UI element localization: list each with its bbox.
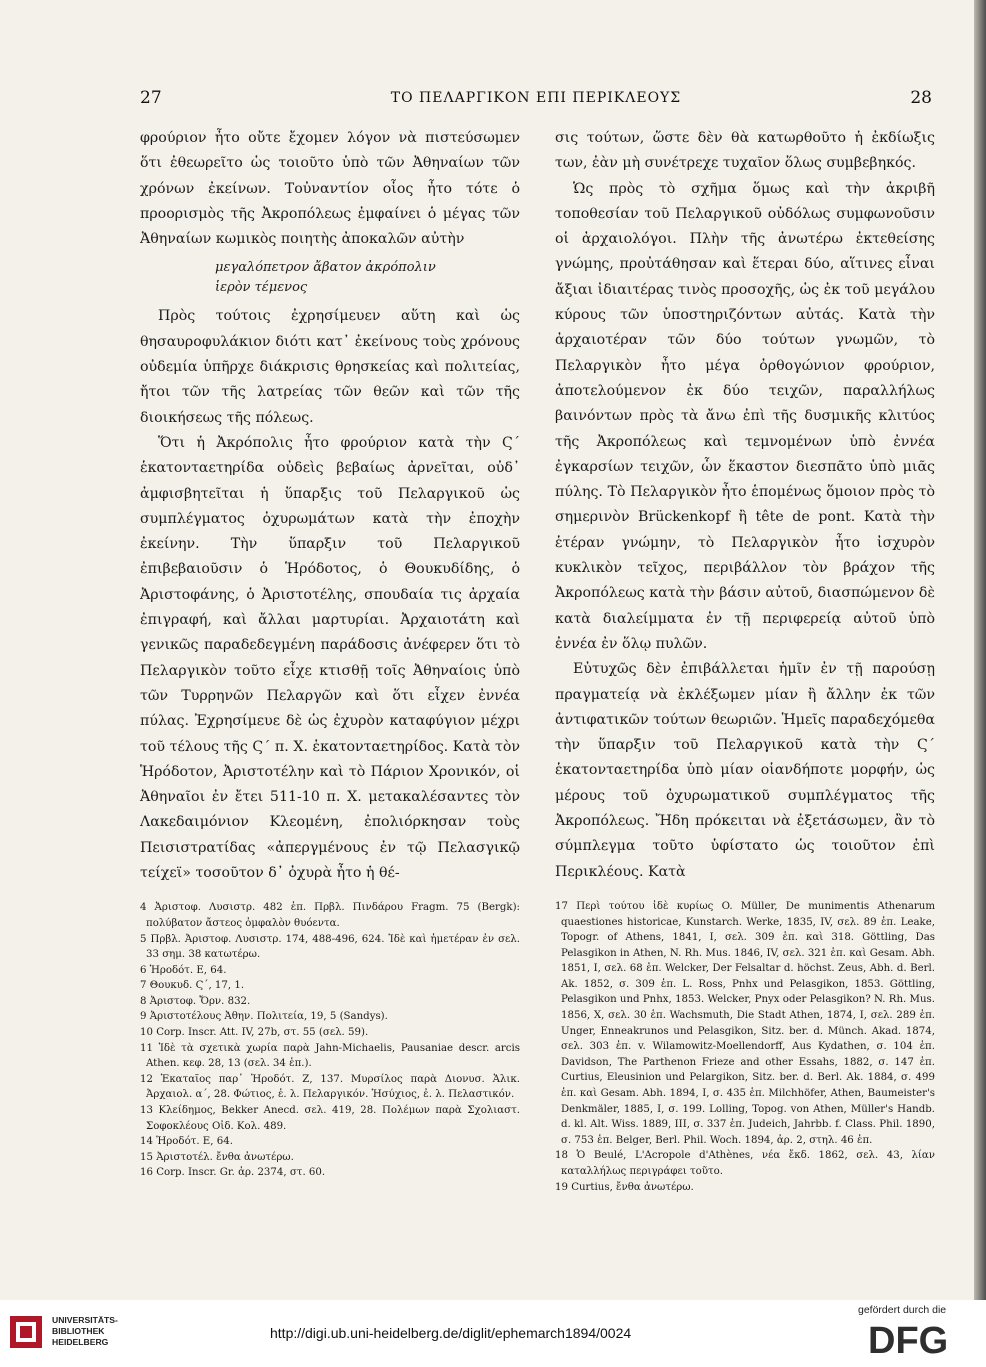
quote-line-2: ἱερὸν τέμενος [215,280,308,296]
page-number-left: 27 [140,88,162,108]
left-paragraph-3: Ὅτι ἡ Ἀκρόπολις ἦτο φρούριον κατὰ τὴν Ϛ´ ἑκατονταετηρίδα οὐδεὶς βεβαίως ἀρνεῖται, οὐδ᾽ ἀμφισβητεῖται ἡ ὕπαρξις τοῦ Πελαργικοῦ ὡς συμπλέγματος ὀχυρωμάτων κατὰ τὴν ἐποχὴν ἐκείνην. Τὴν ὕπαρξιν τοῦ Πελαργικοῦ ἐπιβεβαιοῦσιν ὁ Ἡρόδοτος, ὁ Θουκυδίδης, ὁ Ἀριστοφάνης, ὁ Ἀριστοτέλης, σπουδαία τις ἀρχαία ἐπιγραφή, καὶ ἄλλαι μαρτυρίαι. Ἀρχαιοτάτη καὶ γενικῶς παραδεδεγμένη παράδοσις ἀνέφερεν ὅτι τὸ Πελαργικὸν τοῦτο εἶχε κτισθῇ τοῖς Ἀθηναίοις ὑπὸ τῶν Τυρρηνῶν Πελαργῶν καὶ ὅτι εἶχεν ἐννέα πύλας. Ἐχρησίμευε δὲ ὡς ἐχυρὸν καταφύγιον μέχρι τοῦ τέλους τῆς Ϛ´ π. Χ. ἑκατονταετηρίδος. Κατὰ τὸν Ἡρόδοτον, Ἀριστοτέλην καὶ τὸ Πάριον Χρονικόν, οἱ Ἀθηναῖοι ἐν ἔτει 511-10 π. Χ. μετακαλέσαντες τὸν Λακεδαιμόνιον Κλεομένη, ἐπολιόρκησαν τοὺς Πεισιστρατίδας «ἀπεργμένους ἐν τῷ Πελασγικῷ τείχεϊ» τοσοῦτον δ᾽ ὀχυρὰ ἦτο ἡ θέ- [140,434,520,882]
footnote: 8 Ἀριστοφ. Ὄρν. 832. [140,995,251,1007]
source-url[interactable]: http://digi.ub.uni-heidelberg.de/diglit/ephemarch1894/0024 [270,1325,632,1341]
footnote: 17 Περὶ τούτου ἰδὲ κυρίως O. Müller, De munimentis Athenarum quaestiones historicae, Kunstarch. Werke, 1835, IV, σελ. 89 ἑπ. Leake, Topogr. of Athens, 1841, I, σελ. 309 ἑπ. καὶ 318. Göttling, Das Pelasgikon in Athen, N. Rh. Mus. 1846, IV, σελ. 321 ἑπ. καὶ Gesam. Abh. 1851, I, σελ. 68 ἑπ. Welcker, Der Felsaltar d. höchst. Zeus, Abh. d. Berl. Ak. 1852, σ. 309 ἑπ. L. Ross, Pnhx und Pelasgikon, 1853. Göttling, Pelasgikon und Pnhx, 1853. Welcker, Pnyx oder Pelasgikon? N. Rh. Mus. 1856, X, σελ. 30 ἑπ. Wachsmuth, Die Stadt Athen, 1874, I, σελ. 289 ἑπ. Unger, Enneakrunos und Pelasgikon, Sitz. ber. d. Münch. Akad. 1874, σελ. 303 ἑπ. v. Wilamowitz-Moellendorff, Aus Kydathen, σ. 104 ἑπ. Davidson, The Parthenon Frieze and other Essahs, 1882, σ. 147 ἑπ. Curtius, Eleusinion und Pelargikon, Sitz. ber. d. Berl. Ak. 1884, σ. 499 ἑπ. καὶ Gesam. Abh. 1894, I, σ. 435 ἑπ. Milchhöfer, Athen, Baumeister's Denkmäler, 1885, I, σ. 199. Lolling, Topog. von Athen, Müller's Handb. d. kl. Alt. Wiss. 1889, III, σ. 337 ἑπ. Judeich, Jahrbb. f. Class. Phil. 1890, σ. 753 ἑπ. Belger, Berl. Phil. Woch. 1894, ἀρ. 2, στηλ. 46 ἑπ. [555,900,935,1146]
footnote: 6 Ἡροδότ. Ε, 64. [140,964,227,976]
page-edge [974,0,986,1300]
running-title: ΤΟ ΠΕΛΑΡΓΙΚΟΝ ΕΠΙ ΠΕΡΙΚΛΕΟΥΣ [390,90,682,106]
right-paragraph-1: σις τούτων, ὥστε δὲν θὰ κατωρθοῦτο ἡ ἐκδίωξις των, ἐὰν μὴ συνέτρεχε τυχαῖον ὅλως συμβεβηκός. [555,130,935,172]
footnote: 19 Curtius, ἔνθα ἀνωτέρω. [555,1181,694,1193]
left-paragraph-1: φρούριον ἦτο οὔτε ἔχομεν λόγον νὰ πιστεύσωμεν ὅτι ἐθεωρεῖτο ὡς τοιοῦτο ὑπὸ τῶν Ἀθηναίων τῶν χρόνων ἐκείνων. Τοὐναντίον οἷος ἦτο τότε ὁ προορισμὸς τῆς Ἀκροπόλεως ἐμφαίνει ὁ μέγας τῶν Ἀθηναίων κωμικὸς ποιητὴς ἀποκαλῶν αὐτὴν [140,130,520,248]
right-paragraph-2: Ὡς πρὸς τὸ σχῆμα ὅμως καὶ τὴν ἀκριβῆ τοποθεσίαν τοῦ Πελαργικοῦ οὐδόλως συμφωνοῦσιν οἱ ἀρχαιολόγοι. Πλὴν τῆς ἀνωτέρω ἐκτεθείσης γνώμης, προὐτάθησαν καὶ ἕτεραι δύο, αἵτινες εἶναι ἄξιαι ἰδιαιτέρας τινὸς προσοχῆς, ὡς ἐκ τοῦ μεγάλου κύρους τῶν ὑποστηριζόντων αὐτάς. Κατὰ τὴν ἀρχαιοτέραν τῶν δύο τούτων γνωμῶν, τὸ Πελαργικὸν ἦτο μέγα ὀρθογώνιον φρούριον, ἀποτελούμενον ἐκ δύο τειχῶν, παραλλήλως βαινόντων πρὸς τὰ ἄνω ἐπὶ τῆς δυσμικῆς κλιτύος τῆς Ἀκροπόλεως καὶ τεμνομένων ὑπὸ ἐννέα ἐγκαρσίων τειχῶν, ὧν ἕκαστον διεσπᾶτο ὑπὸ μιᾶς πύλης. Τὸ Πελαργικὸν ἦτο ἑπομένως ὅμοιον πρὸς τὸ σημερινὸν Brückenkopf ἢ tête de pont. Κατὰ τὴν ἑτέραν γνώμην, τὸ Πελαργικὸν ἦτο ἰσχυρὸν κυκλικὸν τεῖχος, περιβάλλον τὸν βράχον τῆς Ἀκροπόλεως κατὰ τὴν βάσιν αὐτοῦ, διασπώμενον δὲ κατὰ διαλείμματα ἐν τῇ περιφερείᾳ αὐτοῦ ὑπὸ ἐννέα ἐν ὅλῳ πυλῶν. [555,180,935,652]
footnote: 7 Θουκυδ. Ϛ´, 17, 1. [140,980,245,992]
university-seal-icon [8,1314,44,1350]
right-column [555,126,935,1195]
left-footnotes [140,900,520,1181]
left-column [140,126,520,1181]
dfg-logo[interactable] [858,1304,976,1364]
svg-text:DFG: DFG [868,1320,949,1359]
footnote: 4 Ἀριστοφ. Λυσιστρ. 482 ἑπ. Πρβλ. Πινδάρου Fragm. 75 (Bergk): πολύβατον ἄστεος ὀμφαλὸν θυόεντα. [140,902,520,929]
footnote: 10 Corp. Inscr. Att. IV, 27b, στ. 55 (σελ. 59). [140,1027,369,1039]
footnote: 5 Πρβλ. Ἀριστοφ. Λυσιστρ. 174, 488-496, 624. Ἰδὲ καὶ ἡμετέραν ἐν σελ. 33 σημ. 38 κατωτέρω. [140,933,520,961]
left-paragraph-2: Πρὸς τούτοις ἐχρησίμευεν αὕτη καὶ ὡς θησαυροφυλάκιον διότι κατ᾽ ἐκείνους τοὺς χρόνους οὐδεμία ὑπῆρχε διάκρισις θρησκείας καὶ πολιτείας, ἤτοι τῶν τῆς λατρείας τῶν θεῶν καὶ τῶν τῆς διοικήσεως τῆς πόλεως. [140,308,520,426]
library-logo[interactable] [8,1308,128,1352]
page-number-right: 28 [910,88,932,108]
right-footnotes [555,899,935,1195]
aristophanes-quote [215,258,520,298]
funded-by-label: gefördert durch die [858,1304,947,1316]
footnote: 18 Ὁ Beulé, L'Acropole d'Athènes, νέα ἔκδ. 1862, σελ. 43, λίαν καταλλήλως περιγράφει τοῦτο. [555,1150,935,1177]
footnote: 12 Ἑκαταῖος παρ᾽ Ἡροδότ. Ζ, 137. Μυρσίλος παρὰ Διονυσ. Ἁλικ. Ἀρχαιολ. α´, 28. Φώτιος, ἐ. λ. Πελαργικόν. Ἡσύχιος, ἐ. λ. Πελαστικόν. [140,1073,520,1101]
running-header [140,88,932,112]
footnote: 11 Ἰδὲ τὰ σχετικὰ χωρία παρὰ Jahn-Michaelis, Pausaniae descr. arcis Athen. κεφ. 28, 13 (σελ. 34 ἑπ.). [140,1042,520,1070]
footnote: 15 Ἀριστοτέλ. ἔνθα ἀνωτέρω. [140,1151,294,1163]
footnote: 16 Corp. Inscr. Gr. ἀρ. 2374, στ. 60. [140,1167,326,1179]
right-paragraph-3: Εὐτυχῶς δὲν ἐπιβάλλεται ἡμῖν ἐν τῇ παρούσῃ πραγματείᾳ νὰ ἐκλέξωμεν μίαν ἢ ἄλλην ἐκ τῶν ἀντιφατικῶν τούτων θεωριῶν. Ἡμεῖς παραδεχόμεθα τὴν ὕπαρξιν τοῦ Πελαργικοῦ κατὰ τὴν Ϛ´ ἑκατονταετηρίδα ὑπὸ μίαν οἱανδήποτε μορφήν, ὡς μέρους τοῦ ὀχυρωματικοῦ συμπλέγματος τῆς Ἀκροπόλεως. Ἤδη πρόκειται νὰ ἐξετάσωμεν, ἂν τὸ σύμπλεγμα τοῦτο ὑφίστατο ὡς τοιοῦτον ἐπὶ Περικλέους. Κατὰ [555,661,935,880]
library-name: UNIVERSITÄTS- BIBLIOTHEK HEIDELBERG [52,1315,118,1347]
footnote: 13 Κλείδημος, Bekker Anecd. σελ. 419, 28. Πολέμων παρὰ Σχολιαστ. Σοφοκλέους Οἰδ. Κολ. 489. [140,1105,520,1132]
quote-line-1: μεγαλόπετρον ἄβατον ἀκρόπολιν [215,260,436,276]
dfg-wordmark [868,1319,968,1359]
footnote: 14 Ἡροδότ. Ε, 64. [140,1136,233,1148]
footnote: 9 Ἀριστοτέλους Ἀθην. Πολιτεία, 19, 5 (Sandys). [140,1011,388,1023]
